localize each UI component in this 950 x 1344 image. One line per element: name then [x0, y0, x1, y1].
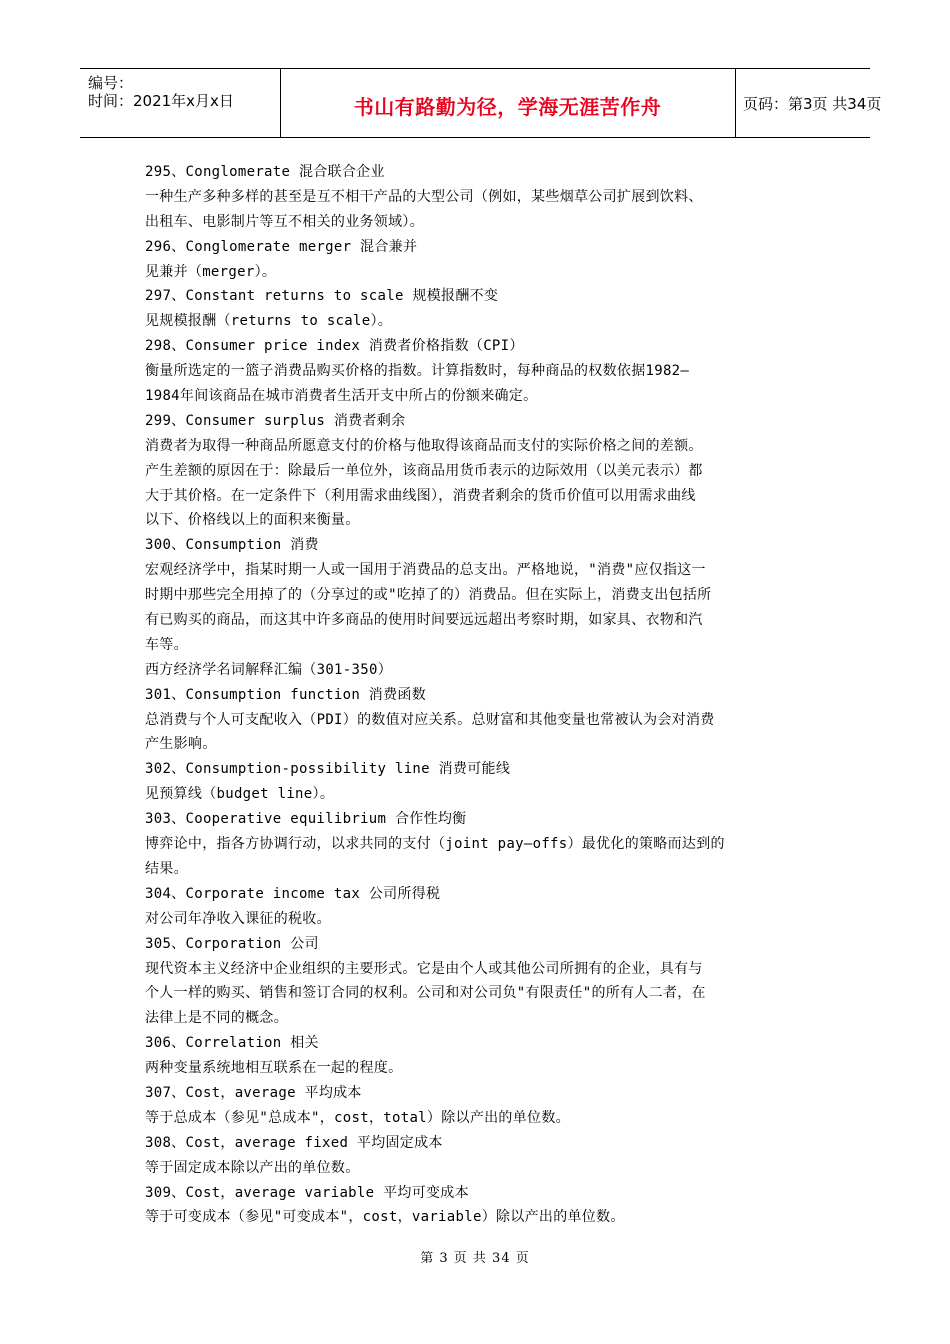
header-page-info: 页码：第3页 共34页: [743, 95, 882, 113]
body-line: 1984年间该商品在城市消费者生活开支中所占的份额来确定。: [145, 388, 538, 405]
body-line: 309、Cost，average variable 平均可变成本: [145, 1184, 469, 1201]
body-line: 304、Corporate income tax 公司所得税: [145, 885, 441, 902]
body-line: 见规模报酬（returns to scale）。: [145, 313, 393, 330]
body-line: 大于其价格。在一定条件下（利用需求曲线图），消费者剩余的货币价值可以用需求曲线: [145, 487, 696, 504]
body-line: 时期中那些完全用掉了的（分享过的或"吃掉了的）消费品。但在实际上，消费支出包括所: [145, 587, 712, 604]
body-line: 以下、价格线以上的面积来衡量。: [145, 512, 360, 529]
body-line: 302、Consumption-possibility line 消费可能线: [145, 761, 511, 778]
body-line: 宏观经济学中，指某时期一人或一国用于消费品的总支出。严格地说，"消费"应仅指这一: [145, 562, 706, 579]
document-date-label: 时间：2021年x月x日: [88, 92, 234, 110]
body-line: 西方经济学名词解释汇编（301-350）: [145, 661, 392, 678]
body-line: 对公司年净收入课征的税收。: [145, 910, 331, 927]
body-line: 两种变量系统地相互联系在一起的程度。: [145, 1060, 403, 1077]
body-line: 297、Constant returns to scale 规模报酬不变: [145, 288, 499, 305]
header-page-cell: [735, 69, 882, 137]
body-line: 产生差额的原因在于：除最后一单位外，该商品用货币表示的边际效用（以美元表示）都: [145, 462, 703, 479]
body-line: 车等。: [145, 636, 188, 653]
body-line: 一种生产多种多样的甚至是互不相干产品的大型公司（例如，某些烟草公司扩展到饮料、: [145, 188, 703, 205]
body-line: 301、Consumption function 消费函数: [145, 686, 426, 703]
body-line: 306、Correlation 相关: [145, 1035, 319, 1052]
page-header: [80, 68, 882, 138]
body-line: 299、Consumer surplus 消费者剩余: [145, 412, 406, 429]
body-line: 法律上是不同的概念。: [145, 1010, 288, 1027]
body-line: 307、Cost，average 平均成本: [145, 1084, 362, 1101]
body-line: 产生影响。: [145, 736, 217, 753]
document-body: [145, 160, 815, 1230]
body-line: 等于可变成本（参见"可变成本"，cost，variable）除以产出的单位数。: [145, 1209, 625, 1226]
body-line: 出租车、电影制片等互不相关的业务领域）。: [145, 213, 424, 230]
body-line: 有已购买的商品，而这其中许多商品的使用时间要远远超出考察时期，如家具、衣物和汽: [145, 612, 703, 629]
body-line: 303、Cooperative equilibrium 合作性均衡: [145, 811, 467, 828]
body-line: 博弈论中，指各方协调行动，以求共同的支付（joint pay—offs）最优化的策略而达到的: [145, 836, 725, 853]
body-line: 305、Corporation 公司: [145, 935, 319, 952]
body-line: 衡量所选定的一篮子消费品购买价格的指数。计算指数时，每种商品的权数依据1982—: [145, 363, 690, 380]
body-line: 296、Conglomerate merger 混合兼并: [145, 238, 418, 255]
body-line: 等于总成本（参见"总成本"，cost，total）除以产出的单位数。: [145, 1109, 570, 1126]
header-motto: 书山有路勤为径，学海无涯苦作舟: [353, 95, 662, 119]
header-meta-cell: [80, 69, 281, 137]
body-line: 消费者为取得一种商品所愿意支付的价格与他取得该商品而支付的实际价格之间的差额。: [145, 437, 703, 454]
body-line: 结果。: [145, 860, 188, 877]
document-number-label: 编号：: [88, 74, 134, 92]
body-line: 295、Conglomerate 混合联合企业: [145, 164, 385, 180]
body-line: 见预算线（budget line）。: [145, 786, 335, 803]
body-line: 总消费与个人可支配收入（PDI）的数值对应关系。总财富和其他变量也常被认为会对消费: [145, 711, 715, 728]
body-line: 个人一样的购买、销售和签订合同的权利。公司和对公司负"有限责任"的所有人二者，在: [145, 985, 706, 1002]
page-footer: 第 3 页 共 34 页: [420, 1251, 530, 1266]
body-line: 298、Consumer price index 消费者价格指数（CPI）: [145, 338, 524, 355]
header-motto-cell: [280, 69, 736, 137]
body-line: 300、Consumption 消费: [145, 537, 319, 554]
body-line: 308、Cost，average fixed 平均固定成本: [145, 1134, 443, 1151]
body-line: 等于固定成本除以产出的单位数。: [145, 1159, 360, 1176]
body-line: 见兼并（merger）。: [145, 263, 277, 280]
body-line: 现代资本主义经济中企业组织的主要形式。它是由个人或其他公司所拥有的企业，具有与: [145, 960, 703, 977]
